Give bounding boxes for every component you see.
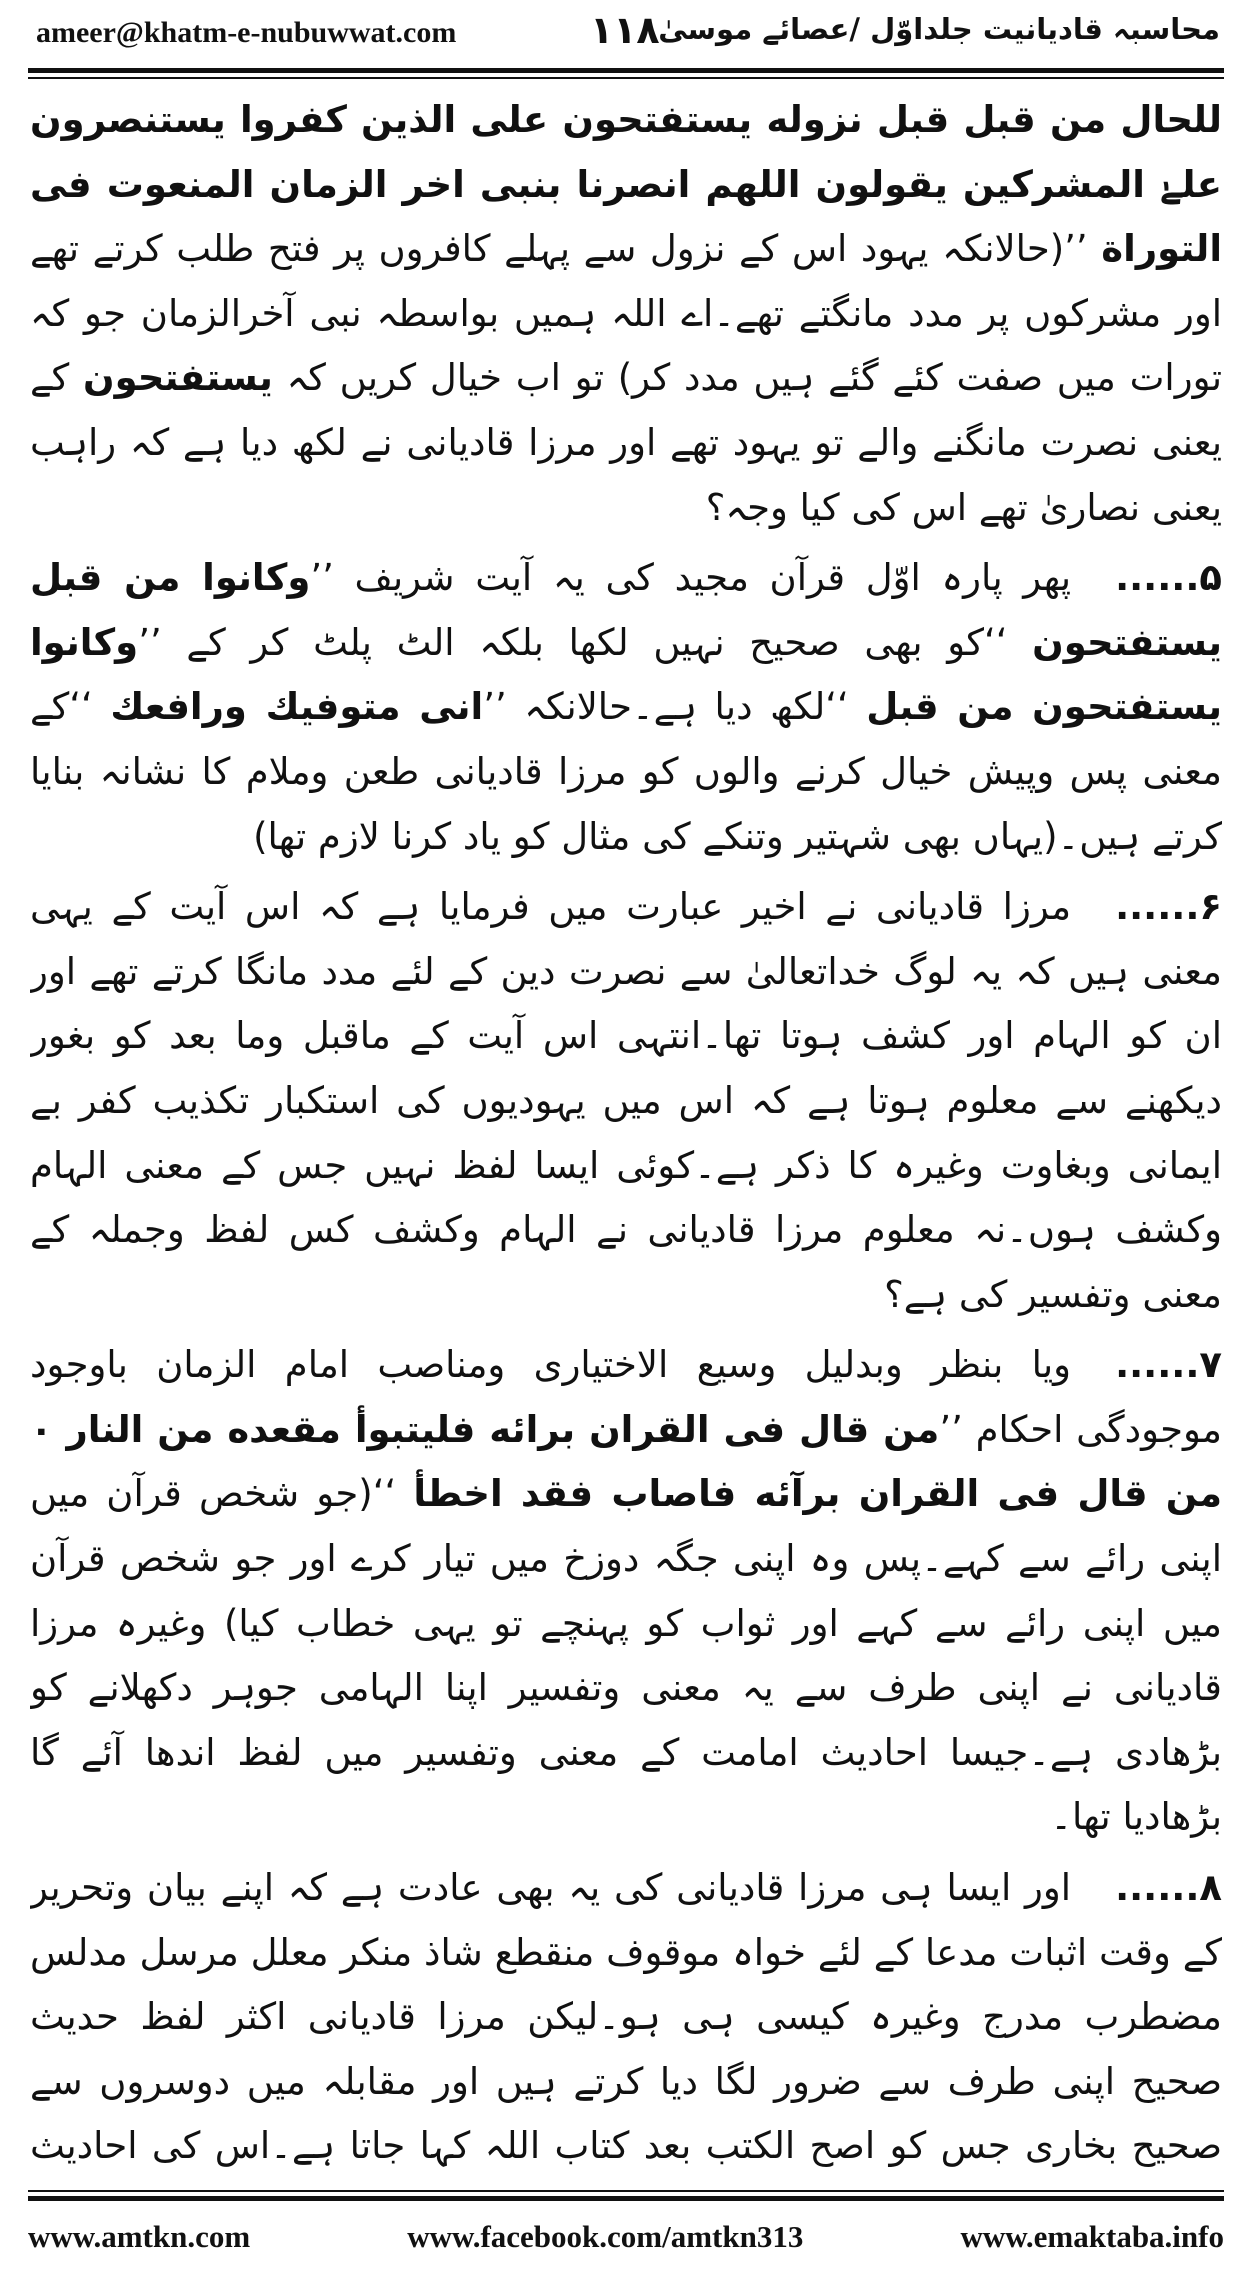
paragraph-number: ۵...... [1115,556,1222,600]
urdu-text: ‘‘کے معنی پس وپیش خیال کرنے والوں کو مرزا قادیانی طعن وملام کا نشانہ بنایا کرتے ہیں۔(یہاں بھی شہتیر وتنکے کی مثال کو یاد کرنا لازم تھا) [30,685,1222,858]
urdu-text: ویا بنظر وبدلیل وسیع الاختیاری ومناصب امام الزمان باوجود موجودگی احکام ’’ [30,1343,1222,1451]
paragraph-number: ۸...... [1115,1866,1222,1910]
urdu-text: کے یعنی نصرت مانگنے والے تو یہود تھے اور مرزا قادیانی نے لکھ دیا ہے کہ راہب یعنی نصاریٰ تھے اس کی کیا وجہ؟ [30,356,1222,529]
paragraph [30,88,1222,540]
paragraph [30,546,1222,869]
book-title: محاسبہ قادیانیت جلداوّل /عصائے موسیٰ [658,12,1220,46]
arabic-quote: وكانوا يستفتحون من قبل [30,620,1222,729]
footer-link-emaktaba[interactable]: www.emaktaba.info [960,2219,1224,2254]
page-footer [28,2212,1224,2262]
arabic-quote: يستفتحون [83,356,273,400]
urdu-text: مرزا قادیانی نے اخیر عبارت میں فرمایا ہے کہ اس آیت کے یہی معنی ہیں کہ یہ لوگ خداتعالیٰ سے نصرت دین کے لئے مدد مانگا کرتے تھے اور ان کو الہام اور کشف ہوتا تھا۔انتہی اس آیت کے ماقبل وما بعد کو بغور دیکھنے سے معلوم ہوتا ہے کہ اس میں یہودیوں کی استکبار تکذیب کفر بے ایمانی وبغاوت وغیرہ کا ذکر ہے۔کوئی ایسا لفظ نہیں جس کے معنی الہام وکشف ہوں۔نہ معلوم مرزا قادیانی نے الہام وکشف کس لفظ وجملہ کے معنی وتفسیر کی ہے؟ [30,885,1222,1316]
paragraph [30,875,1222,1327]
urdu-text: ‘‘کو بھی صحیح نہیں لکھا بلکہ الٹ پلٹ کر کے ’’ [138,620,1033,664]
arabic-quote: انى متوفيك ورافعك [110,685,484,729]
arabic-quote: وكانوا من قبل يستفتحون [30,556,1222,664]
footer-rule-thick [28,2196,1224,2201]
arabic-quote: من قال فى القران برائه فليتبوأ مقعده من النار ۰ من قال فى القران برآئه فاصاب فقد اخطأ [30,1407,1222,1516]
arabic-quote: للحال من قبل قبل نزوله يستفتحون على الذين كفروا يستنصرون علےٰ المشركين يقولون اللهم انصرنا بنبى اخر الزمان المنعوت فى التوراة [30,98,1222,271]
page-number: ١١٨ [590,8,660,52]
footer-rule-thin [28,2190,1224,2192]
urdu-text: ’’(حالانکہ یہود اس کے نزول سے پہلے کافروں پر فتح طلب کرتے تھے اور مشرکوں پر مدد مانگتے تھے۔اے اللہ ہمیں بواسطہ نبی آخرالزمان جو کہ تورات میں صفت کئے گئے ہیں مدد کر) تو اب خیال کریں کہ [30,227,1222,400]
urdu-text: ‘‘لکھ دیا ہے۔حالانکہ ’’ [483,685,867,729]
urdu-text: اور ایسا ہی مرزا قادیانی کی یہ بھی عادت ہے کہ اپنے بیان وتحریر کے وقت اثبات مدعا کے لئے خواہ موقوف منقطع شاذ منکر معلل مرسل مدلس مضطرب مدرج وغیرہ کیسی ہی ہو۔لیکن مرزا قادیانی اکثر لفظ حدیث صحیح اپنی طرف سے ضرور لگا دیا کرتے ہیں اور مقابلہ میں دوسروں سے صحیح بخاری جس کو اصح الکتب بعد کتاب اللہ کہا جاتا ہے۔اس کی احادیث [30,1866,1222,2168]
page-body [30,88,1222,2178]
footer-link-amtkn[interactable]: www.amtkn.com [28,2219,251,2254]
paragraph-number: ۷...... [1115,1343,1222,1387]
header-rule-thick [28,68,1224,73]
page-header [0,0,1252,66]
footer-link-facebook[interactable]: www.facebook.com/amtkn313 [407,2219,804,2254]
paragraph-number: ۶...... [1115,885,1222,929]
header-email: ameer@khatm-e-nubuwwat.com [36,16,457,49]
header-rule-thin [28,77,1224,79]
urdu-text: ‘‘(جو شخص قرآن میں اپنی رائے سے کہے۔پس وہ اپنی جگہ دوزخ میں تیار کرے اور جو شخص قرآن میں اپنی رائے سے کہے اور ثواب کو پہنچے تو یہی خطاب کیا) وغیرہ مرزا قادیانی نے اپنی طرف سے یہ معنی وتفسیر اپنا الہامی جوہر دکھلانے کو بڑھادی ہے۔جیسا احادیث امامت کے معنی وتفسیر میں لفظ اندھا آئے گا بڑھادیا تھا۔ [30,1472,1222,1839]
paragraph [30,1856,1222,2178]
paragraph [30,1333,1222,1850]
urdu-text: پھر پارہ اوّل قرآن مجید کی یہ آیت شریف ’’ [310,556,1072,600]
